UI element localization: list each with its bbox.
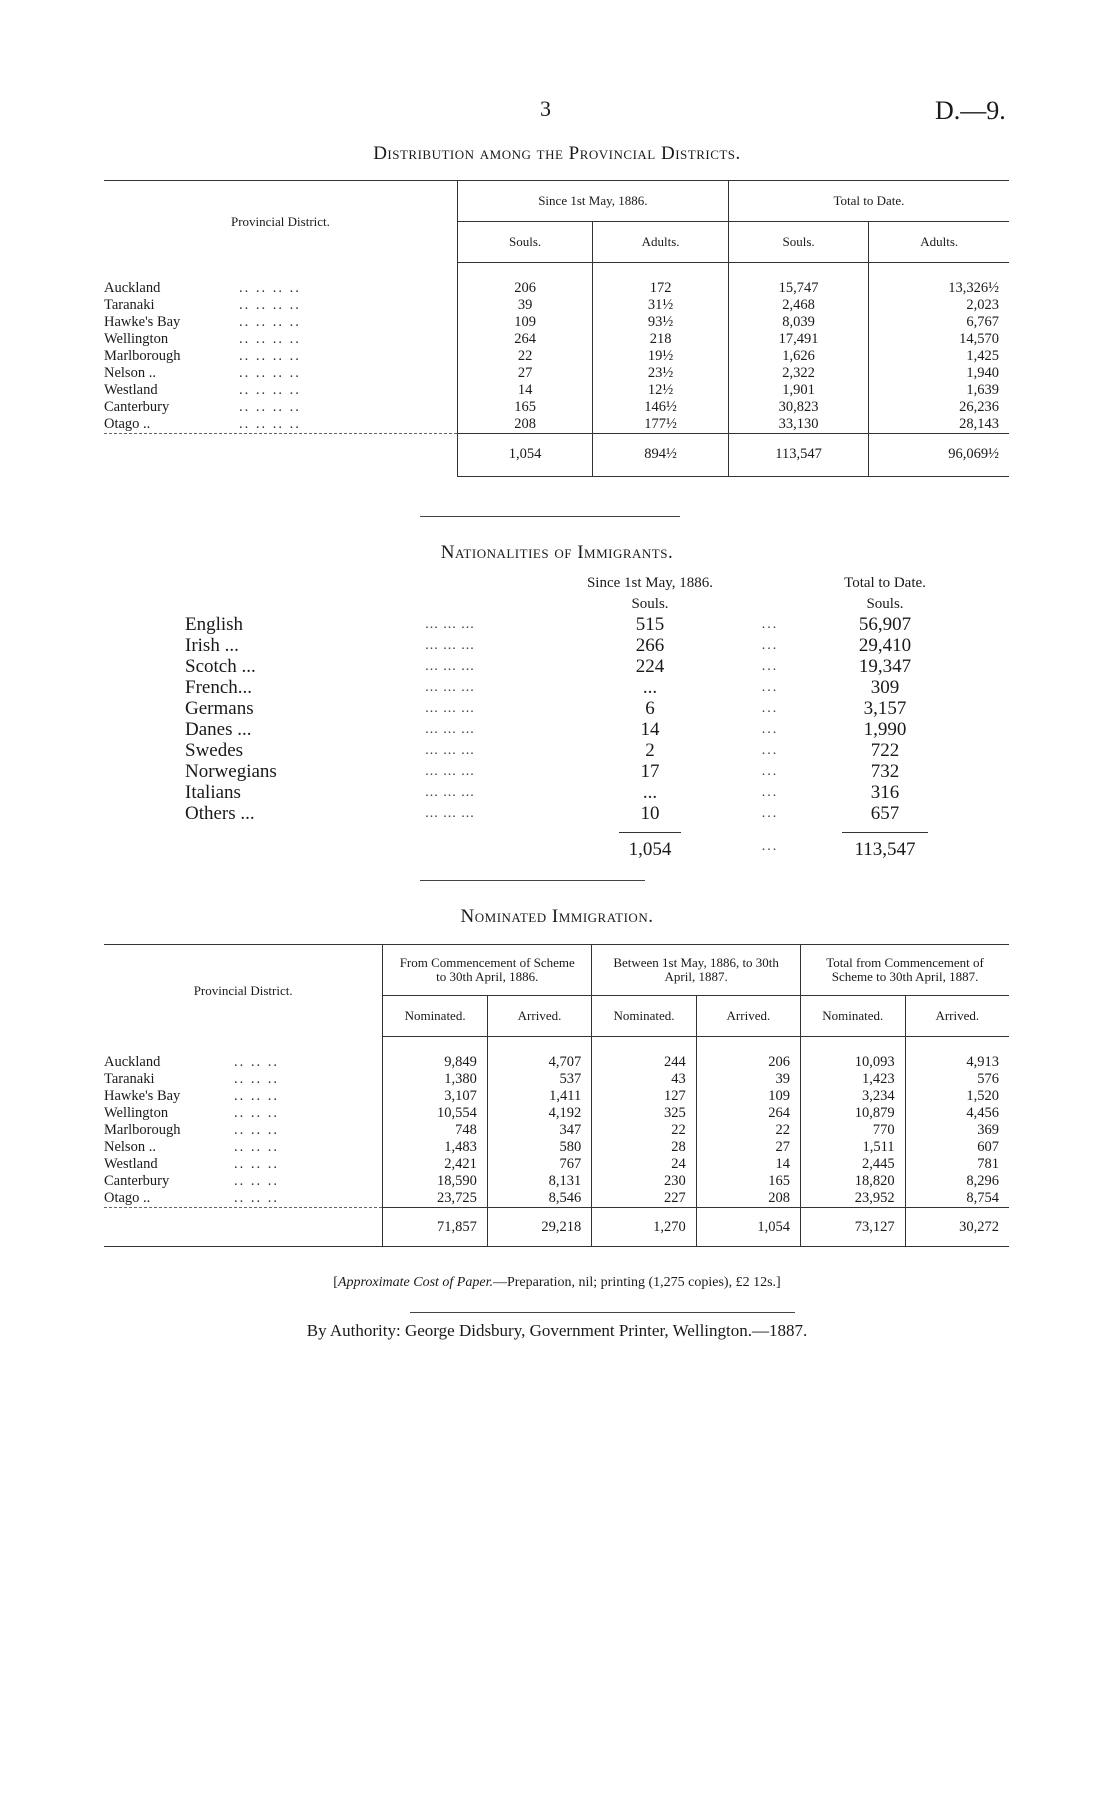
district-name: Westland — [104, 1156, 158, 1172]
value-cell: 10 — [640, 803, 660, 824]
leader-dots: .. .. .. .. — [239, 331, 301, 347]
value-cell: 28 — [592, 1139, 697, 1156]
table-row — [104, 1173, 1009, 1190]
value-cell: 127 — [592, 1088, 697, 1105]
value-cell: 748 — [383, 1122, 488, 1139]
value-cell: 2,322 — [728, 365, 869, 382]
value-cell: 14,570 — [869, 331, 1009, 348]
leader-dots: ... ... ... — [425, 701, 475, 716]
divider — [420, 516, 680, 517]
district-name: Auckland — [104, 280, 161, 296]
district-name: Otago .. — [104, 416, 151, 432]
value-cell: 13,326½ — [869, 280, 1009, 297]
table-row — [104, 365, 1009, 382]
value-cell: 9,849 — [383, 1054, 488, 1071]
cost-text: —Preparation, nil; printing (1,275 copies), £2 12s. — [492, 1275, 777, 1290]
value-cell: 165 — [696, 1173, 800, 1190]
district-name: Nelson .. — [104, 1139, 156, 1155]
table-row — [104, 416, 1009, 434]
district-cell — [104, 1139, 383, 1156]
nationality-name: Others ... — [185, 803, 255, 824]
total-cell: 894½ — [593, 434, 729, 477]
leader-dots: ... ... ... — [425, 722, 475, 737]
value-cell: 3,157 — [863, 698, 907, 719]
value-cell: 732 — [870, 761, 900, 782]
district-name: Marlborough — [104, 1122, 181, 1138]
table-row — [185, 656, 965, 677]
nationality-name: Italians — [185, 782, 241, 803]
table-row — [104, 1071, 1009, 1088]
group-from-commencement: From Commencement of Scheme to 30th April, 1886. — [383, 945, 592, 996]
value-cell: 369 — [905, 1122, 1009, 1139]
leader-dots: .. .. .. .. — [239, 297, 301, 313]
value-cell: 10,093 — [801, 1054, 906, 1071]
value-cell: 208 — [457, 416, 592, 434]
cost-label: Approximate Cost of Paper. — [337, 1275, 493, 1290]
value-cell: 23,725 — [383, 1190, 488, 1208]
table-row — [185, 614, 965, 635]
group-between-may: Between 1st May, 1886, to 30th April, 1887. — [592, 945, 801, 996]
value-cell: 17 — [640, 761, 660, 782]
total-cell — [805, 824, 965, 868]
leader-dots: .. .. .. — [234, 1156, 279, 1172]
nationalities-table — [185, 572, 965, 868]
leader-dots: .. .. .. .. — [239, 382, 301, 398]
table-row — [104, 280, 1009, 297]
value-cell: 1,990 — [863, 719, 907, 740]
col-provincial-district: Provincial District. — [104, 945, 383, 1037]
district-name: Hawke's Bay — [104, 314, 181, 330]
total-cell: 1,270 — [592, 1208, 697, 1247]
table-row — [104, 314, 1009, 331]
total-cell: 113,547 — [728, 434, 869, 477]
leader-dots: .. .. .. — [234, 1054, 279, 1070]
value-cell: 146½ — [593, 399, 729, 416]
leader-dots: ... ... ... — [425, 764, 475, 779]
nationality-name: Scotch ... — [185, 656, 256, 677]
district-cell — [104, 297, 457, 314]
district-cell — [104, 1122, 383, 1139]
group-since-may: Since 1st May, 1886. — [457, 181, 728, 222]
value-cell: 607 — [905, 1139, 1009, 1156]
value-cell: 4,913 — [905, 1054, 1009, 1071]
value-cell: 10,554 — [383, 1105, 488, 1122]
value-cell: 576 — [905, 1071, 1009, 1088]
value-cell: 3,107 — [383, 1088, 488, 1105]
value-cell: 347 — [487, 1122, 591, 1139]
distribution-table — [104, 180, 1009, 477]
leader-dots: .. .. .. — [234, 1088, 279, 1104]
value-cell: 781 — [905, 1156, 1009, 1173]
leader-dots: ... — [761, 764, 779, 779]
value-cell: 2,445 — [801, 1156, 906, 1173]
value-cell: 24 — [592, 1156, 697, 1173]
page-number: 3 — [540, 96, 551, 121]
value-cell: 22 — [592, 1122, 697, 1139]
sub-arrived: Arrived. — [696, 996, 800, 1037]
value-cell: 264 — [696, 1105, 800, 1122]
value-cell: 8,296 — [905, 1173, 1009, 1190]
value-cell: 264 — [457, 331, 592, 348]
value-cell: 722 — [870, 740, 900, 761]
total-value: 1,054 — [619, 832, 682, 860]
value-cell: 1,411 — [487, 1088, 591, 1105]
value-cell: 309 — [870, 677, 900, 698]
district-name: Marlborough — [104, 348, 181, 364]
totals-row — [104, 1208, 1009, 1247]
nationality-name: Germans — [185, 698, 254, 719]
value-cell: 27 — [696, 1139, 800, 1156]
leader-dots: .. .. .. — [234, 1190, 279, 1206]
value-cell: 770 — [801, 1122, 906, 1139]
total-cell: 71,857 — [383, 1208, 488, 1247]
district-name: Wellington — [104, 1105, 169, 1121]
nationality-name: Irish ... — [185, 635, 239, 656]
leader-dots: .. .. .. .. — [239, 280, 301, 296]
value-cell: 23,952 — [801, 1190, 906, 1208]
value-cell: 39 — [457, 297, 592, 314]
value-cell: 14 — [696, 1156, 800, 1173]
leader-dots: .. .. .. — [234, 1071, 279, 1087]
value-cell: 14 — [640, 719, 660, 740]
nationality-name: Swedes — [185, 740, 244, 761]
document-reference: D.—9. — [935, 96, 1006, 125]
value-cell: 537 — [487, 1071, 591, 1088]
value-cell: 165 — [457, 399, 592, 416]
value-cell: 1,940 — [869, 365, 1009, 382]
value-cell: 325 — [592, 1105, 697, 1122]
blank-cell — [104, 434, 457, 477]
nationalities-title: Nationalities of Immigrants. — [440, 542, 674, 563]
value-cell: 30,823 — [728, 399, 869, 416]
nominated-title: Nominated Immigration. — [460, 906, 654, 927]
value-cell: 43 — [592, 1071, 697, 1088]
value-cell: 22 — [457, 348, 592, 365]
district-cell — [104, 399, 457, 416]
leader-dots: ... ... ... — [425, 659, 475, 674]
value-cell: 657 — [870, 803, 900, 824]
sub-arrived: Arrived. — [905, 996, 1009, 1037]
value-cell: 2,468 — [728, 297, 869, 314]
value-cell: 208 — [696, 1190, 800, 1208]
value-cell: 22 — [696, 1122, 800, 1139]
sub-arrived: Arrived. — [487, 996, 591, 1037]
value-cell: 109 — [457, 314, 592, 331]
sub-souls: Souls. — [457, 222, 592, 263]
leader-dots: ... — [761, 806, 779, 821]
col-since-may: Since 1st May, 1886. — [586, 574, 714, 591]
value-cell: 172 — [593, 280, 729, 297]
group-total-to-date: Total to Date. — [728, 181, 1009, 222]
value-cell: 4,192 — [487, 1105, 591, 1122]
value-cell: 14 — [457, 382, 592, 399]
leader-dots: .. .. .. .. — [239, 416, 301, 432]
district-name: Westland — [104, 382, 158, 398]
sub-nominated: Nominated. — [383, 996, 488, 1037]
table-row — [104, 297, 1009, 314]
leader-dots: ... ... ... — [425, 806, 475, 821]
district-cell — [104, 1173, 383, 1190]
authority-line: By Authority: George Didsbury, Government Printer, Wellington.—1887. — [306, 1321, 808, 1340]
district-cell — [104, 365, 457, 382]
value-cell: 27 — [457, 365, 592, 382]
total-cell — [565, 824, 735, 868]
value-cell: 17,491 — [728, 331, 869, 348]
value-cell: 2,023 — [869, 297, 1009, 314]
value-cell: ... — [642, 782, 658, 803]
table-row — [104, 1190, 1009, 1208]
nationality-name: Danes ... — [185, 719, 252, 740]
district-cell — [104, 1156, 383, 1173]
value-cell: 1,520 — [905, 1088, 1009, 1105]
table-row — [104, 1122, 1009, 1139]
table-row — [185, 677, 965, 698]
table-row — [185, 761, 965, 782]
value-cell: 8,754 — [905, 1190, 1009, 1208]
leader-dots: ... — [761, 722, 779, 737]
leader-dots: ... — [761, 638, 779, 653]
nationality-name: English — [185, 614, 244, 635]
value-cell: 93½ — [593, 314, 729, 331]
table-row — [104, 1139, 1009, 1156]
table-row — [104, 399, 1009, 416]
value-cell: 1,626 — [728, 348, 869, 365]
total-cell: 1,054 — [457, 434, 592, 477]
col-provincial-district: Provincial District. — [104, 181, 457, 263]
district-cell — [104, 1088, 383, 1105]
value-cell: 8,131 — [487, 1173, 591, 1190]
value-cell: 1,901 — [728, 382, 869, 399]
value-cell: 1,425 — [869, 348, 1009, 365]
value-cell: ... — [642, 677, 658, 698]
value-cell: 3,234 — [801, 1088, 906, 1105]
value-cell: 266 — [635, 635, 665, 656]
cost-note: [Approximate Cost of Paper.—Preparation, nil; printing (1,275 copies), £2 12s.] — [333, 1275, 781, 1290]
value-cell: 244 — [592, 1054, 697, 1071]
table-row — [104, 348, 1009, 365]
total-cell: 30,272 — [905, 1208, 1009, 1247]
value-cell: 18,590 — [383, 1173, 488, 1190]
value-cell: 8,039 — [728, 314, 869, 331]
sub-souls: Souls. — [728, 222, 869, 263]
value-cell: 218 — [593, 331, 729, 348]
divider — [420, 880, 645, 881]
table-row — [185, 782, 965, 803]
leader-dots: .. .. .. .. — [239, 314, 301, 330]
leader-dots: .. .. .. .. — [239, 399, 301, 415]
district-cell — [104, 280, 457, 297]
sub-adults: Adults. — [869, 222, 1009, 263]
value-cell: 8,546 — [487, 1190, 591, 1208]
leader-dots: ... ... ... — [425, 617, 475, 632]
value-cell: 316 — [870, 782, 900, 803]
leader-dots: .. .. .. — [234, 1173, 279, 1189]
value-cell: 206 — [696, 1054, 800, 1071]
leader-dots: ... — [761, 680, 779, 695]
value-cell: 1,639 — [869, 382, 1009, 399]
leader-dots: ... ... ... — [425, 743, 475, 758]
sub-nominated: Nominated. — [592, 996, 697, 1037]
district-name: Auckland — [104, 1054, 161, 1070]
leader-dots: ... ... ... — [425, 680, 475, 695]
leader-dots: ... — [761, 838, 779, 854]
table-row — [104, 1156, 1009, 1173]
value-cell: 6,767 — [869, 314, 1009, 331]
value-cell: 31½ — [593, 297, 729, 314]
leader-dots: ... ... ... — [425, 638, 475, 653]
totals-row — [104, 434, 1009, 477]
sub-souls: Souls. — [631, 595, 669, 612]
district-name: Hawke's Bay — [104, 1088, 181, 1104]
total-cell: 96,069½ — [869, 434, 1009, 477]
district-name: Taranaki — [104, 1071, 155, 1087]
leader-dots: .. .. .. — [234, 1122, 279, 1138]
value-cell: 39 — [696, 1071, 800, 1088]
value-cell: 19½ — [593, 348, 729, 365]
district-name: Canterbury — [104, 399, 170, 415]
table-row — [185, 803, 965, 824]
total-cell: 73,127 — [801, 1208, 906, 1247]
value-cell: 18,820 — [801, 1173, 906, 1190]
value-cell: 206 — [457, 280, 592, 297]
table-row — [104, 382, 1009, 399]
table-row — [104, 1054, 1009, 1071]
district-name: Nelson .. — [104, 365, 156, 381]
value-cell: 767 — [487, 1156, 591, 1173]
value-cell: 1,511 — [801, 1139, 906, 1156]
totals-row — [185, 824, 965, 868]
leader-dots: .. .. .. — [234, 1105, 279, 1121]
sub-nominated: Nominated. — [801, 996, 906, 1037]
table-row — [185, 698, 965, 719]
value-cell: 2,421 — [383, 1156, 488, 1173]
table-row — [185, 635, 965, 656]
nationality-name: French... — [185, 677, 253, 698]
district-cell — [104, 348, 457, 365]
value-cell: 28,143 — [869, 416, 1009, 434]
value-cell: 56,907 — [858, 614, 912, 635]
leader-dots: .. .. .. .. — [239, 365, 301, 381]
total-value: 113,547 — [842, 832, 927, 860]
nominated-table — [104, 944, 1009, 1247]
value-cell: 224 — [635, 656, 665, 677]
leader-dots: ... — [761, 617, 779, 632]
distribution-title: Distribution among the Provincial Districts. — [373, 143, 741, 164]
blank-cell — [185, 824, 335, 868]
district-cell — [104, 1105, 383, 1122]
table-row — [185, 740, 965, 761]
leader-dots: .. .. .. — [234, 1139, 279, 1155]
leader-dots: ... — [761, 743, 779, 758]
group-total-from-commencement: Total from Commencement of Scheme to 30th April, 1887. — [801, 945, 1009, 996]
table-row — [185, 719, 965, 740]
value-cell: 1,483 — [383, 1139, 488, 1156]
leader-dots: ... ... ... — [425, 785, 475, 800]
value-cell: 15,747 — [728, 280, 869, 297]
sub-adults: Adults. — [593, 222, 729, 263]
leader-dots: .. .. .. .. — [239, 348, 301, 364]
table-row — [104, 1105, 1009, 1122]
district-name: Taranaki — [104, 297, 155, 313]
district-cell — [104, 314, 457, 331]
total-cell: 29,218 — [487, 1208, 591, 1247]
value-cell: 19,347 — [858, 656, 912, 677]
value-cell: 4,456 — [905, 1105, 1009, 1122]
value-cell: 109 — [696, 1088, 800, 1105]
divider — [410, 1312, 795, 1313]
value-cell: 1,380 — [383, 1071, 488, 1088]
total-cell: 1,054 — [696, 1208, 800, 1247]
district-cell — [104, 1071, 383, 1088]
district-cell — [104, 416, 457, 434]
value-cell: 2 — [645, 740, 655, 761]
district-cell — [104, 1190, 383, 1208]
district-name: Wellington — [104, 331, 169, 347]
value-cell: 33,130 — [728, 416, 869, 434]
nationality-name: Norwegians — [185, 761, 277, 782]
value-cell: 26,236 — [869, 399, 1009, 416]
value-cell: 230 — [592, 1173, 697, 1190]
value-cell: 580 — [487, 1139, 591, 1156]
value-cell: 4,707 — [487, 1054, 591, 1071]
district-cell — [104, 382, 457, 399]
blank-cell — [335, 824, 565, 868]
value-cell: 227 — [592, 1190, 697, 1208]
value-cell: 515 — [635, 614, 665, 635]
sub-souls: Souls. — [866, 595, 904, 612]
blank-cell — [104, 1208, 383, 1247]
value-cell: 1,423 — [801, 1071, 906, 1088]
district-name: Canterbury — [104, 1173, 170, 1189]
table-row — [104, 331, 1009, 348]
value-cell: 12½ — [593, 382, 729, 399]
leader-dots: ... — [761, 659, 779, 674]
table-row — [104, 1088, 1009, 1105]
col-total-to-date: Total to Date. — [844, 574, 926, 591]
district-cell — [104, 1054, 383, 1071]
leader-dots: ... — [761, 785, 779, 800]
value-cell: 29,410 — [858, 635, 912, 656]
value-cell: 23½ — [593, 365, 729, 382]
leader-dots: ... — [761, 701, 779, 716]
district-name: Otago .. — [104, 1190, 151, 1206]
value-cell: 10,879 — [801, 1105, 906, 1122]
value-cell: 6 — [645, 698, 655, 719]
value-cell: 177½ — [593, 416, 729, 434]
district-cell — [104, 331, 457, 348]
